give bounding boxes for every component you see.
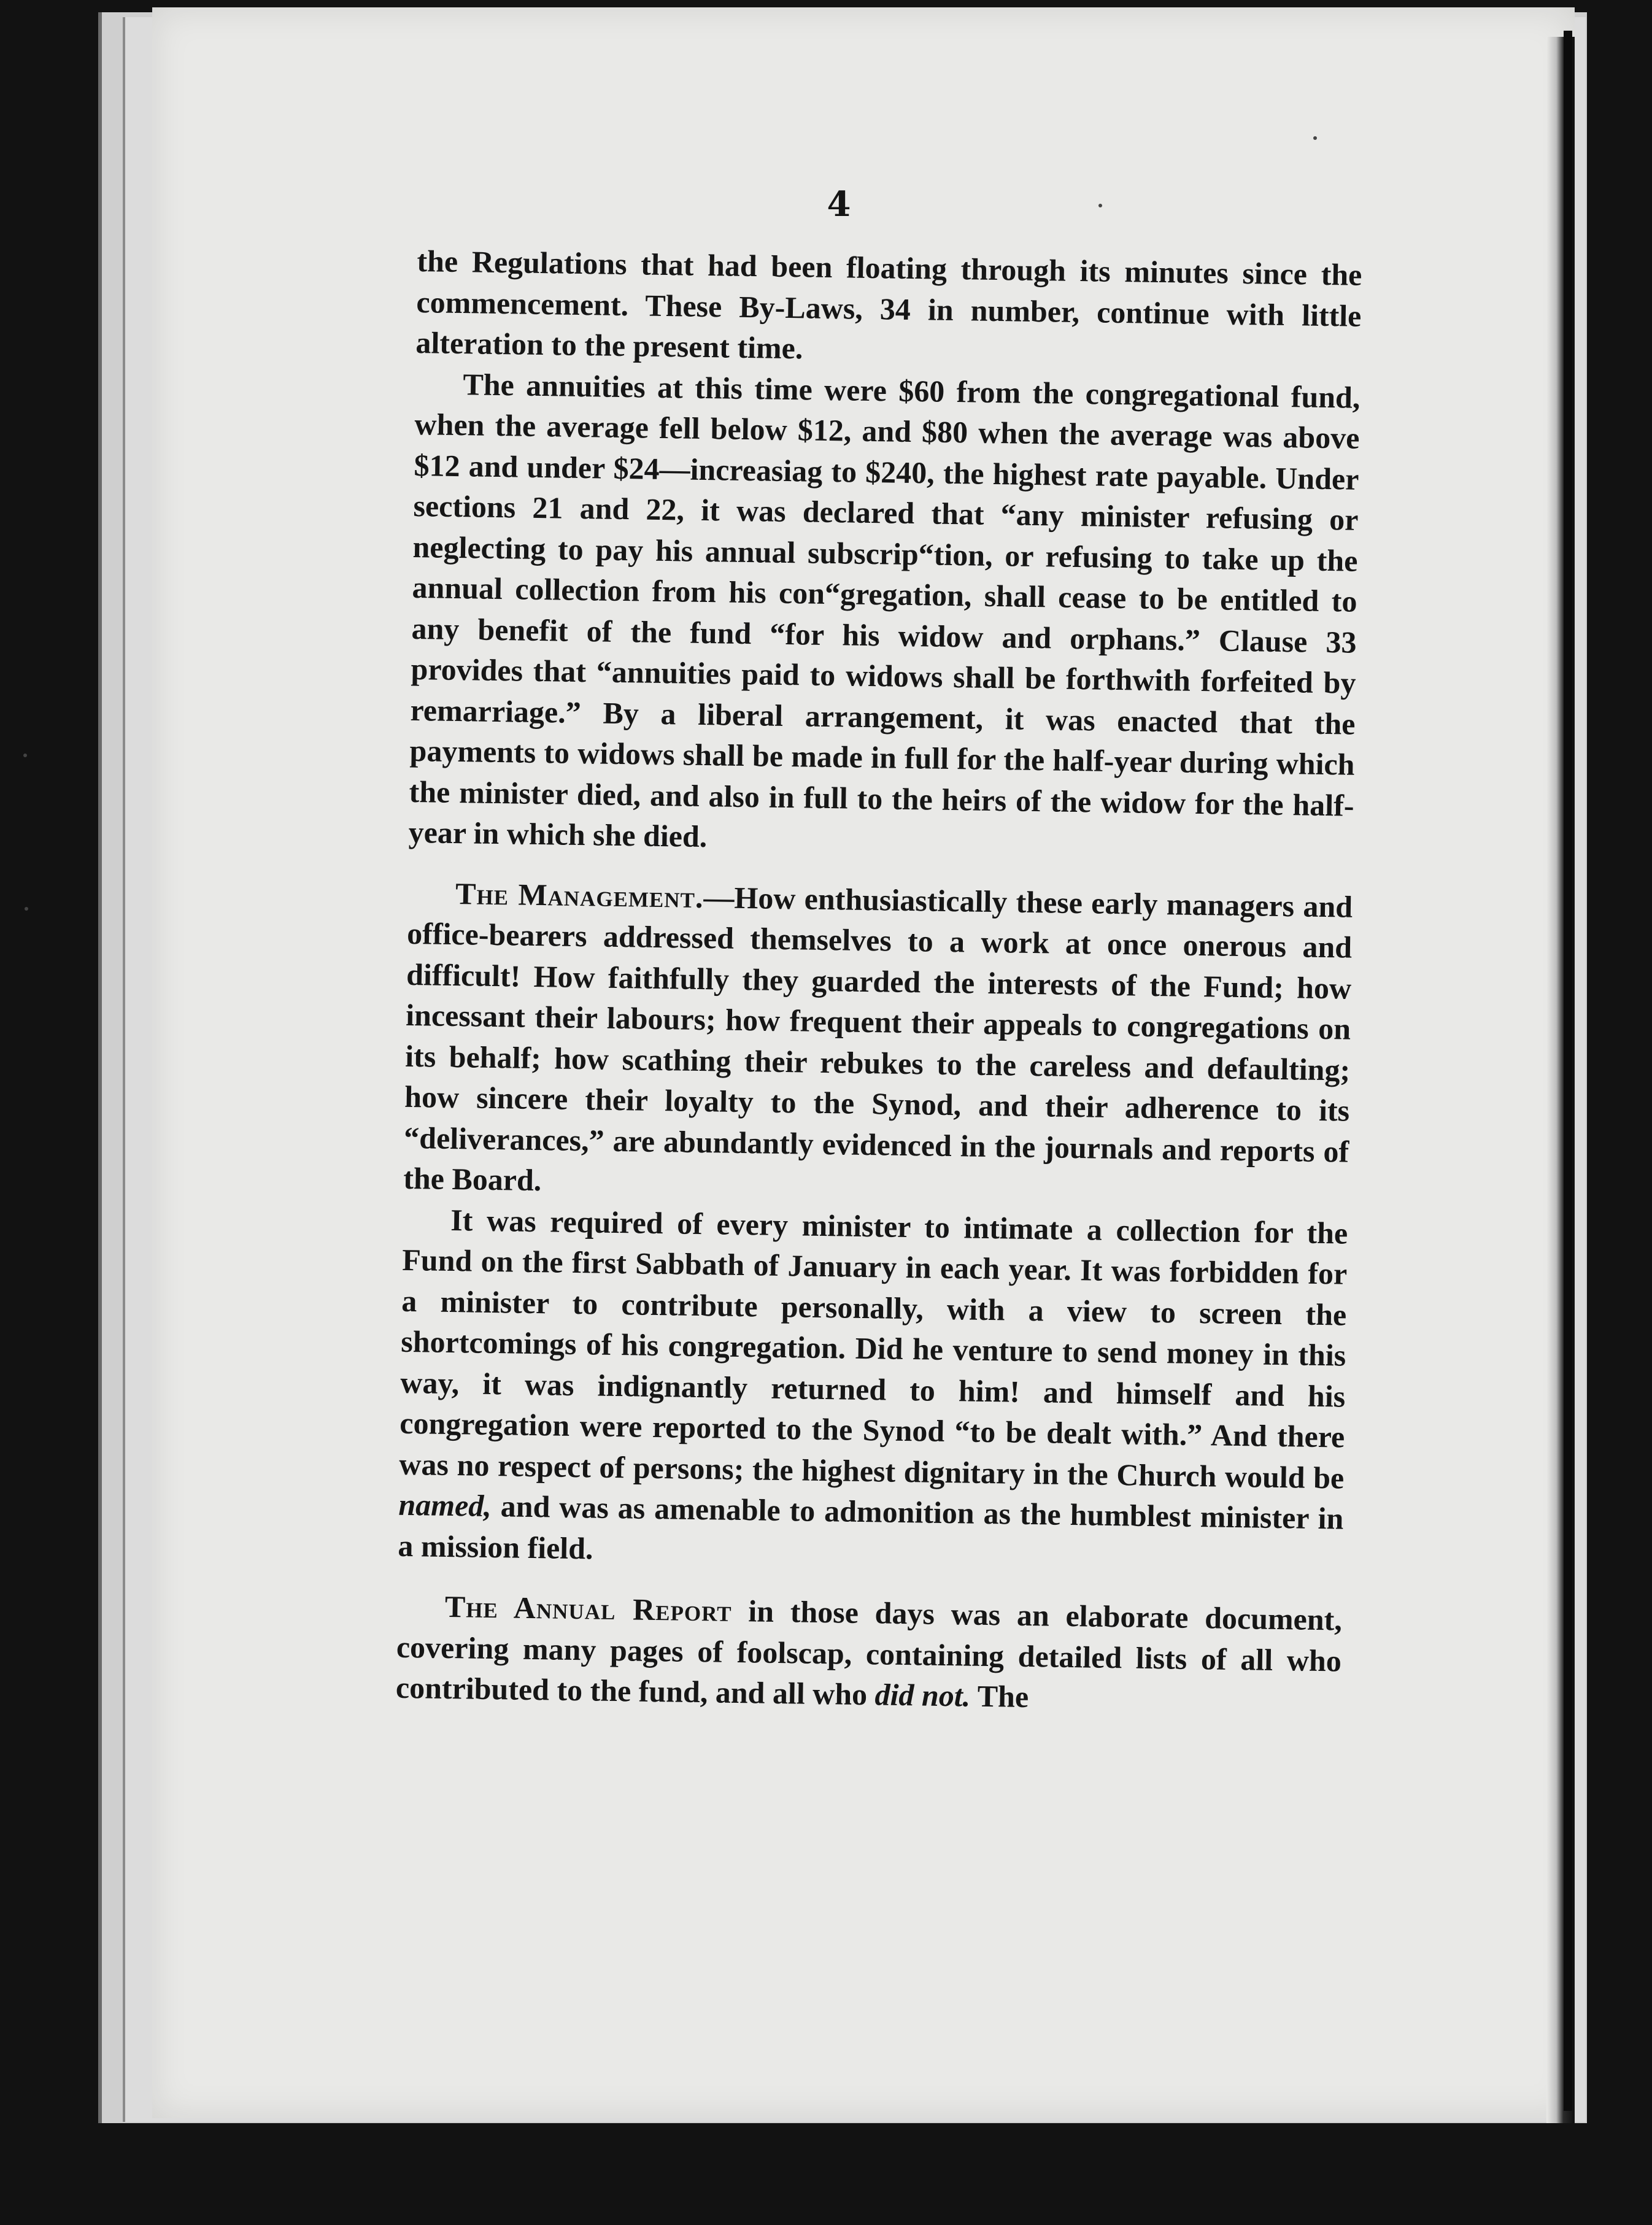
paragraph-text: The [970, 1678, 1029, 1714]
section-heading: The Management. [455, 876, 704, 914]
section-heading: The Annual Report [444, 1589, 733, 1628]
body-text [396, 241, 1362, 1722]
scan-speck [25, 907, 28, 911]
emphasis-text: named, [398, 1487, 492, 1524]
paragraph [415, 241, 1362, 377]
paragraph-text: The annuities at this time were $60 from the congregational fund, when the average fell below $12, and $80 when the average was above $12 and under $24—increasiag to $240, the highest rate payable. Under sections 21 and 22, it was declared that “any minister refusing or neglecting to pay his annual subscrip“tion, or refusing to take up the annual collection from his con“gregation, shall cease to be entitled to any benefit of the fund “for his widow and orphans.” Clause 33 provides that “annuities paid to widows shall be forthwith forfeited by remarriage.” By a liberal arrangement, it was enacted that the payments to widows shall be made in full for the half-year during which the minister died, and also in full to the heirs of the widow for the half-year in which she died. [408, 366, 1361, 854]
paragraph [398, 1198, 1348, 1579]
emphasis-text: did not. [874, 1677, 971, 1713]
book-spine-edge [1564, 31, 1572, 2111]
paragraph-text: the Regulations that had been floating through its minutes since the commencement. These By-Laws, 34 in number, continue with little alteration to the present time. [415, 243, 1362, 366]
paragraph [396, 1586, 1343, 1722]
paragraph-text: —How enthusiastically these early managers and office-bearers addressed themselves to a work at once onerous and difficult! How faithfully they guarded the interests of the Fund; how incessant their labours; how frequent their appeals to congregations on its behalf; how scathing their rebukes to the careless and defaulting; how sincere their loyalty to the Synod, and their adherence to its “deliverances,” are abundantly evidenced in the journals and reports of the Board. [403, 879, 1353, 1198]
page-number: 4 [827, 184, 851, 225]
paragraph-text: It was required of every minister to intimate a collection for the Fund on the first Sabbath of January in each year. It was forbidden for a minister to contribute personally, with a view to screen the shortcomings of his congregation. Did he venture to send money in this way, it was indignantly returned to him! and himself and his congregation were reported to the Synod “to be dealt with.” And there was no respect of persons; the highest dignitary in the Church would be [399, 1202, 1348, 1495]
scan-speck [1098, 204, 1102, 207]
paragraph-text: and was as amenable to admonition as the humblest minister in a mission field. [398, 1489, 1344, 1565]
paragraph-text: in those days was an elaborate document, covering many pages of foolscap, containing detailed lists of all who contributed to the fund, and all who [395, 1593, 1343, 1712]
scan-speck [23, 754, 27, 757]
paragraph [403, 872, 1353, 1213]
scan-speck [1313, 136, 1317, 140]
paragraph [408, 363, 1361, 866]
